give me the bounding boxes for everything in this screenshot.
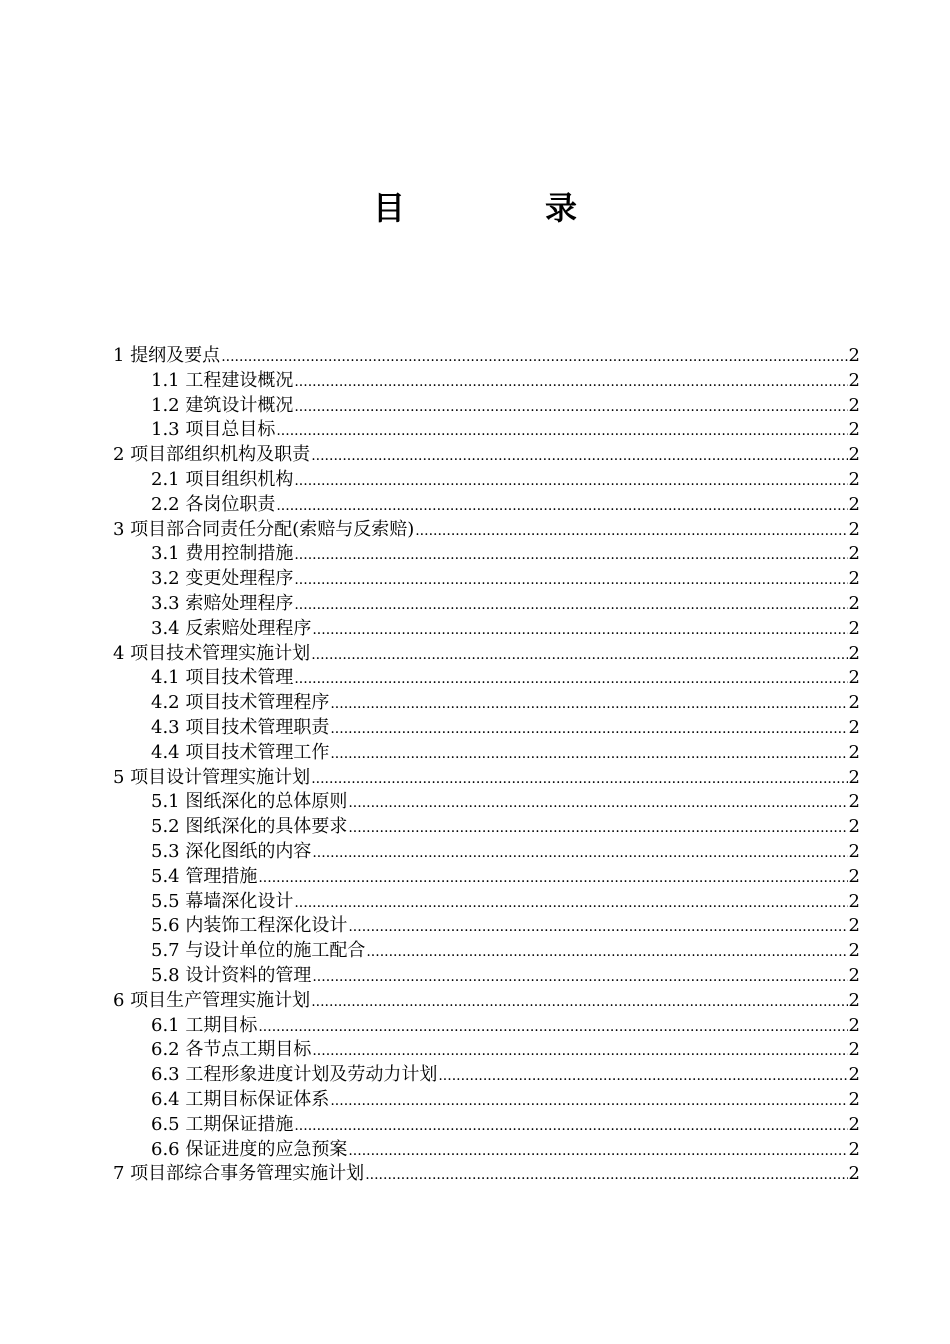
toc-entry-text: 4.1 项目技术管理 — [151, 667, 294, 689]
toc-page-number: 2 — [848, 915, 860, 937]
toc-dot-leader — [294, 394, 847, 420]
toc-entry-text: 5.1 图纸深化的总体原则 — [151, 791, 348, 813]
toc-page-number: 2 — [848, 518, 860, 540]
toc-dot-leader — [294, 592, 847, 618]
toc-page-number: 2 — [848, 345, 860, 366]
toc-page-number: 2 — [848, 890, 860, 912]
toc-entry[interactable] — [113, 939, 860, 964]
toc-entry[interactable] — [113, 542, 860, 567]
toc-dot-leader — [258, 1014, 847, 1040]
toc-entry[interactable] — [113, 964, 860, 989]
toc-page-number: 2 — [848, 369, 860, 391]
toc-entry-text: 2.2 各岗位职责 — [151, 493, 276, 515]
toc-entry-text: 5.6 内装饰工程深化设计 — [151, 915, 348, 937]
toc-page-number: 2 — [848, 543, 860, 565]
toc-entry[interactable] — [113, 1014, 860, 1039]
toc-entry-text: 6.4 工期目标保证体系 — [151, 1088, 330, 1110]
toc-entry[interactable] — [113, 369, 860, 394]
toc-entry-text: 3 项目部合同责任分配(索赔与反索赔) — [113, 518, 415, 540]
toc-page-number: 2 — [848, 617, 860, 639]
toc-entry-text: 5.3 深化图纸的内容 — [151, 840, 312, 862]
toc-dot-leader — [312, 1038, 847, 1064]
toc-page-number: 2 — [848, 1039, 860, 1061]
toc-dot-leader — [276, 493, 847, 519]
toc-page-number: 2 — [848, 1113, 860, 1135]
toc-entry-text: 3.3 索赔处理程序 — [151, 592, 294, 614]
toc-entry[interactable] — [113, 691, 860, 716]
toc-entry-text: 4.3 项目技术管理职责 — [151, 716, 330, 738]
toc-page-number: 2 — [848, 444, 860, 466]
toc-entry-text: 6 项目生产管理实施计划 — [113, 989, 311, 1011]
toc-entry[interactable] — [113, 592, 860, 617]
toc-dot-leader — [311, 443, 847, 469]
toc-entry[interactable] — [113, 443, 860, 468]
toc-entry-text: 3.1 费用控制措施 — [151, 543, 294, 565]
toc-entry-text: 5.7 与设计单位的施工配合 — [151, 940, 366, 962]
toc-dot-leader — [330, 716, 847, 742]
toc-page-number: 2 — [848, 592, 860, 614]
toc-entry-text: 1.2 建筑设计概况 — [151, 394, 294, 416]
toc-page-number: 2 — [848, 468, 860, 490]
toc-dot-leader — [294, 666, 847, 692]
toc-dot-leader — [348, 1138, 847, 1164]
toc-entry-text: 6.1 工期目标 — [151, 1014, 258, 1036]
toc-page-number: 2 — [848, 816, 860, 838]
toc-dot-leader — [294, 542, 847, 568]
toc-entry[interactable] — [113, 1038, 860, 1063]
toc-entry[interactable] — [113, 617, 860, 642]
toc-entry-text: 5 项目设计管理实施计划 — [113, 766, 311, 788]
toc-entry-text: 4.4 项目技术管理工作 — [151, 741, 330, 763]
toc-entry[interactable] — [113, 493, 860, 518]
toc-entry[interactable] — [113, 567, 860, 592]
toc-entry-text: 4.2 项目技术管理程序 — [151, 692, 330, 714]
toc-page-number: 2 — [848, 791, 860, 813]
toc-entry-text: 3.2 变更处理程序 — [151, 568, 294, 590]
toc-dot-leader — [294, 468, 847, 494]
toc-entry[interactable] — [113, 518, 860, 543]
toc-entry-text: 1.1 工程建设概况 — [151, 369, 294, 391]
toc-page-number: 2 — [848, 716, 860, 738]
toc-entry[interactable] — [113, 394, 860, 419]
toc-entry[interactable] — [113, 890, 860, 915]
toc-page-number: 2 — [848, 642, 860, 664]
toc-entry[interactable] — [113, 741, 860, 766]
toc-dot-leader — [348, 790, 847, 816]
toc-dot-leader — [294, 567, 847, 593]
toc-page-number: 2 — [848, 1088, 860, 1110]
toc-entry-text: 5.4 管理措施 — [151, 865, 258, 887]
toc-entry-text: 6.6 保证进度的应急预案 — [151, 1138, 348, 1160]
toc-entry[interactable] — [113, 914, 860, 939]
toc-page-number: 2 — [848, 940, 860, 962]
toc-entry[interactable] — [113, 790, 860, 815]
toc-entry-text: 5.8 设计资料的管理 — [151, 964, 312, 986]
toc-dot-leader — [330, 691, 847, 717]
toc-page-number: 2 — [848, 568, 860, 590]
toc-entry[interactable] — [113, 1162, 860, 1187]
toc-entry[interactable] — [113, 666, 860, 691]
toc-dot-leader — [221, 344, 847, 370]
toc-page-number: 2 — [848, 394, 860, 416]
toc-dot-leader — [276, 418, 847, 444]
toc-entry[interactable] — [113, 1063, 860, 1088]
toc-entry[interactable] — [113, 418, 860, 443]
toc-entry[interactable] — [113, 766, 860, 791]
toc-entry-text: 6.5 工期保证措施 — [151, 1113, 294, 1135]
toc-entry[interactable] — [113, 468, 860, 493]
toc-entry[interactable] — [113, 840, 860, 865]
toc-entry-text: 7 项目部综合事务管理实施计划 — [113, 1163, 365, 1185]
toc-entry-text: 2.1 项目组织机构 — [151, 468, 294, 490]
toc-dot-leader — [415, 518, 847, 544]
toc-page-number: 2 — [848, 989, 860, 1011]
toc-entry-text: 6.3 工程形象进度计划及劳动力计划 — [151, 1064, 438, 1086]
toc-dot-leader — [348, 914, 847, 940]
toc-entry[interactable] — [113, 1138, 860, 1163]
toc-page-number: 2 — [848, 419, 860, 441]
toc-page-number: 2 — [848, 741, 860, 763]
toc-dot-leader — [438, 1063, 847, 1089]
toc-entry-text: 5.2 图纸深化的具体要求 — [151, 816, 348, 838]
toc-dot-leader — [312, 617, 847, 643]
toc-entry-text: 2 项目部组织机构及职责 — [113, 444, 311, 466]
toc-entry[interactable] — [113, 865, 860, 890]
toc-entry-text: 5.5 幕墙深化设计 — [151, 890, 294, 912]
toc-entry-text: 1 提纲及要点 — [113, 345, 221, 366]
toc-entry[interactable] — [113, 716, 860, 741]
toc-entry[interactable] — [113, 1088, 860, 1113]
toc-page-number: 2 — [848, 1138, 860, 1160]
toc-dot-leader — [330, 1088, 847, 1114]
toc-page-number: 2 — [848, 840, 860, 862]
toc-page-number: 2 — [848, 692, 860, 714]
toc-page-number: 2 — [848, 964, 860, 986]
toc-dot-leader — [311, 642, 847, 668]
toc-entry[interactable] — [113, 1113, 860, 1138]
toc-entry-text: 3.4 反索赔处理程序 — [151, 617, 312, 639]
toc-entry[interactable] — [113, 815, 860, 840]
toc-entry-text: 4 项目技术管理实施计划 — [113, 642, 311, 664]
toc-entry[interactable] — [113, 344, 860, 369]
toc-dot-leader — [311, 989, 847, 1015]
toc-page-number: 2 — [848, 1064, 860, 1086]
toc-dot-leader — [312, 964, 847, 990]
toc-entry[interactable] — [113, 642, 860, 667]
toc-dot-leader — [330, 741, 847, 767]
toc-dot-leader — [348, 815, 847, 841]
toc-page-number: 2 — [848, 865, 860, 887]
toc-title: 目 录 — [372, 189, 631, 227]
toc-page-number: 2 — [848, 1163, 860, 1185]
toc-page-number: 2 — [848, 766, 860, 788]
toc-dot-leader — [312, 840, 847, 866]
toc-entry[interactable] — [113, 989, 860, 1014]
toc-page-number: 2 — [848, 1014, 860, 1036]
toc-page-number: 2 — [848, 493, 860, 515]
toc-entry-text: 1.3 项目总目标 — [151, 419, 276, 441]
toc-dot-leader — [366, 939, 847, 965]
toc-dot-leader — [365, 1162, 847, 1188]
toc-entry-text: 6.2 各节点工期目标 — [151, 1039, 312, 1061]
toc-dot-leader — [294, 890, 847, 916]
toc-page-number: 2 — [848, 667, 860, 689]
toc-dot-leader — [311, 766, 847, 792]
toc-dot-leader — [258, 865, 847, 891]
toc-list — [113, 344, 860, 1187]
toc-dot-leader — [294, 369, 847, 395]
toc-dot-leader — [294, 1113, 847, 1139]
